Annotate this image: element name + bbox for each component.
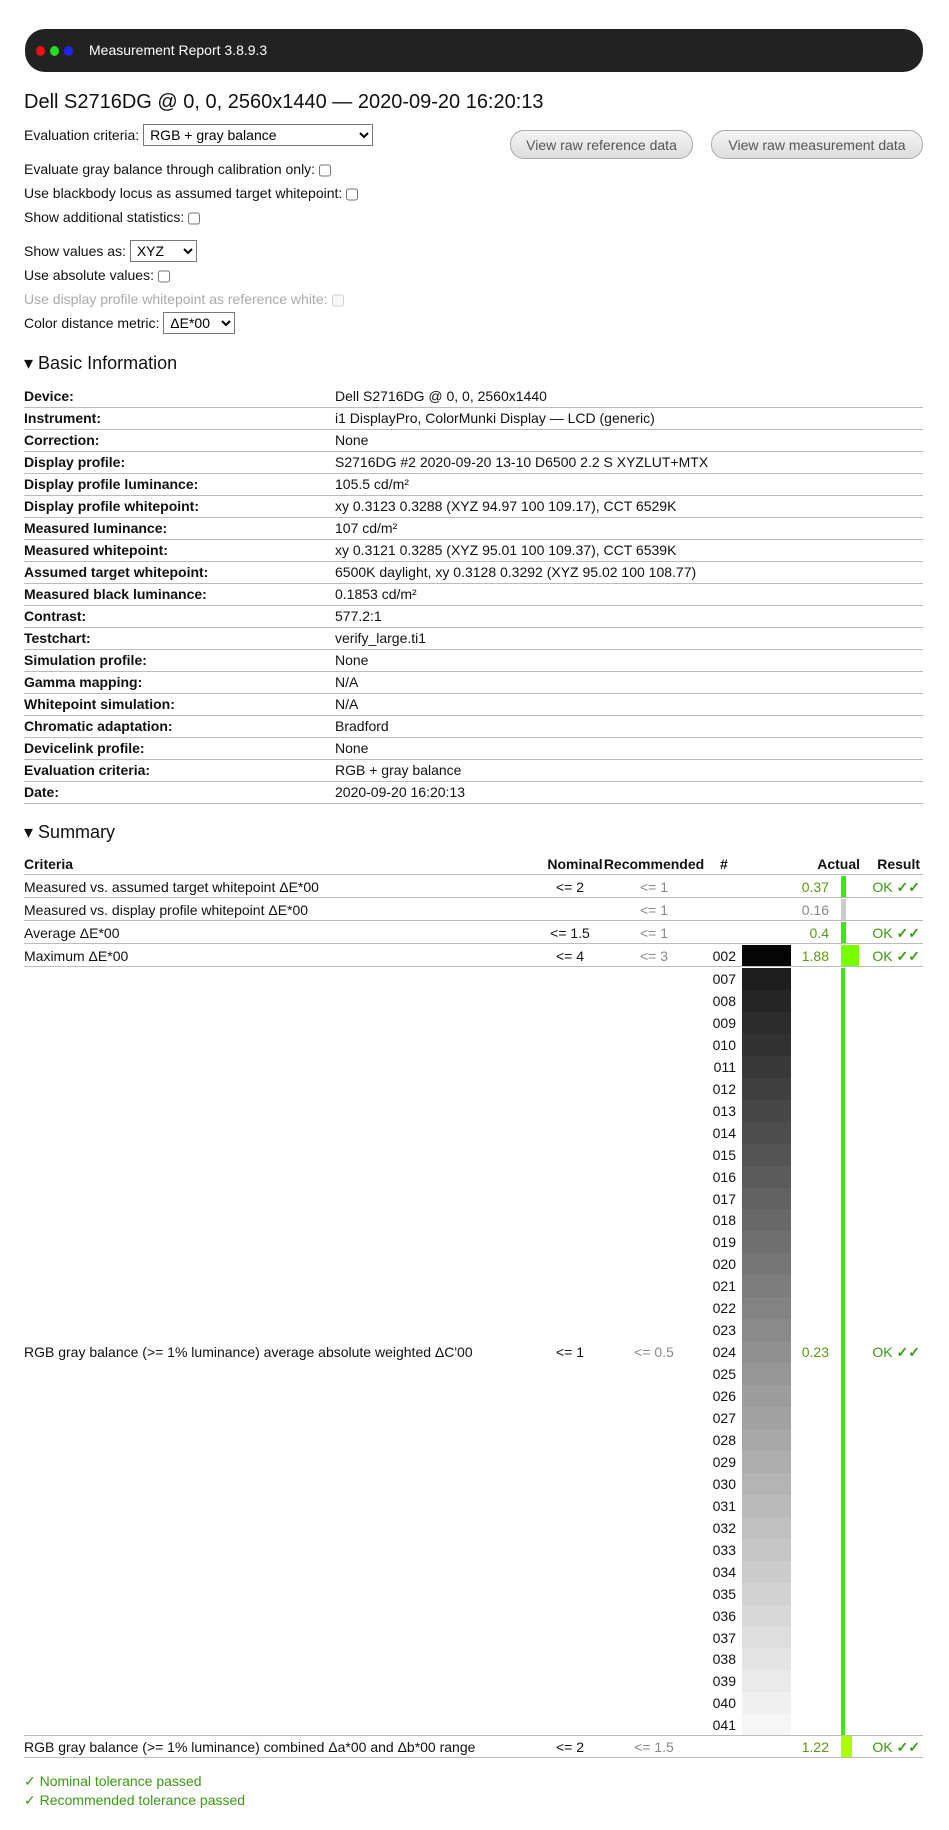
header-number: # xyxy=(720,856,728,872)
result xyxy=(844,876,920,898)
info-key: Whitepoint simulation: xyxy=(24,696,175,712)
check-icon: ✓✓ xyxy=(896,879,920,895)
recommended: <= 1 xyxy=(639,879,669,895)
patch-swatch xyxy=(742,1297,791,1319)
patch-number: 020 xyxy=(712,1256,736,1273)
patch-number: 040 xyxy=(712,1695,736,1712)
info-key: Chromatic adaptation: xyxy=(24,718,173,734)
patch-swatch xyxy=(742,1122,791,1144)
summary-header-row xyxy=(24,853,923,875)
absolute-row xyxy=(24,264,170,286)
patch-number: 028 xyxy=(712,1431,736,1448)
patch-swatch xyxy=(742,1363,791,1385)
patch-swatch xyxy=(742,1670,791,1692)
recommended: <= 1 xyxy=(639,925,669,941)
info-row xyxy=(24,672,923,694)
info-row xyxy=(24,760,923,782)
gray-patch-row xyxy=(24,1648,923,1670)
patch-number: 037 xyxy=(712,1629,736,1646)
collapse-triangle-icon: ▾ xyxy=(24,353,39,373)
patch-number: 036 xyxy=(712,1607,736,1624)
actual: 1.88 xyxy=(801,948,829,964)
profile-white-label: Use display profile whitepoint as reference white: xyxy=(24,291,328,307)
blackbody-label: Use blackbody locus as assumed target whitepoint: xyxy=(24,185,343,201)
criteria: Measured vs. display profile whitepoint ΔE*00 xyxy=(24,902,309,918)
patch-swatch xyxy=(742,1495,791,1517)
patch-swatch xyxy=(742,1429,791,1451)
info-row xyxy=(24,716,923,738)
gray-patch-row xyxy=(24,1253,923,1275)
stats-label: Show additional statistics: xyxy=(24,209,185,225)
info-key: Gamma mapping: xyxy=(24,674,143,690)
profile-white-checkbox xyxy=(332,294,344,307)
recommended: <= 0.5 xyxy=(634,1344,674,1361)
recommended: <= 3 xyxy=(639,948,669,964)
patch-swatch xyxy=(742,968,791,990)
gray-patch-row xyxy=(24,1561,923,1583)
gray-patch-row xyxy=(24,1034,923,1056)
patch-swatch xyxy=(742,1517,791,1539)
result-text: OK xyxy=(872,1344,893,1361)
patch-swatch xyxy=(742,1692,791,1714)
app-title: Measurement Report 3.8.9.3 xyxy=(89,42,268,58)
patch-swatch xyxy=(742,1648,791,1670)
evaluation-criteria-select[interactable] xyxy=(143,124,373,146)
result-bar xyxy=(841,899,846,920)
info-row xyxy=(24,650,923,672)
patch-number: 011 xyxy=(713,1058,736,1075)
gray-patch-row xyxy=(24,1605,923,1627)
check-icon: ✓✓ xyxy=(896,925,920,941)
patch-swatch xyxy=(742,1605,791,1627)
blackbody-checkbox[interactable] xyxy=(346,188,358,201)
patch-number: 038 xyxy=(712,1651,736,1668)
patch-swatch xyxy=(742,1714,791,1736)
gray-patch-row xyxy=(24,1144,923,1166)
info-key: Display profile luminance: xyxy=(24,476,199,492)
page-title: Dell S2716DG @ 0, 0, 2560x1440 — 2020-09-20 16:20:13 xyxy=(24,91,544,113)
summary-heading[interactable] xyxy=(24,822,115,843)
check-icon: ✓✓ xyxy=(896,948,920,964)
absolute-checkbox[interactable] xyxy=(158,270,170,283)
gray-cal-label: Evaluate gray balance through calibration only: xyxy=(24,161,316,177)
check-icon: ✓✓ xyxy=(896,1344,920,1361)
header-result: Result xyxy=(877,856,920,872)
summary-heading-text: Summary xyxy=(38,822,116,842)
info-value: 2020-09-20 16:20:13 xyxy=(335,784,465,800)
info-value: Bradford xyxy=(335,718,389,734)
patch-number: 027 xyxy=(712,1410,736,1426)
info-key: Date: xyxy=(24,784,60,800)
gray-patch-row xyxy=(24,1451,923,1473)
info-value: None xyxy=(335,652,369,668)
nominal: <= 1 xyxy=(555,1344,585,1361)
patch-swatch xyxy=(742,1056,791,1078)
nominal: <= 1.5 xyxy=(550,925,590,941)
patch-number: 029 xyxy=(712,1453,736,1470)
gray-patch-row xyxy=(24,1385,923,1407)
gray-patch-row xyxy=(24,1670,923,1692)
patch-swatch xyxy=(742,1034,791,1056)
info-value: S2716DG #2 2020-09-20 13-10 D6500 2.2 S XYZLUT+MTX xyxy=(335,454,709,470)
patch-swatch xyxy=(742,1078,791,1100)
patch-number: 033 xyxy=(712,1541,736,1558)
patch-swatch xyxy=(742,1407,791,1429)
patch-number: 026 xyxy=(712,1388,736,1405)
gray-patch-row xyxy=(24,968,923,990)
nominal: <= 2 xyxy=(555,879,585,895)
gray-patch-row xyxy=(24,1363,923,1385)
patch-swatch xyxy=(742,1209,791,1231)
gray-patch-row xyxy=(24,1714,923,1736)
info-key: Simulation profile: xyxy=(24,652,147,668)
info-row xyxy=(24,782,923,804)
info-value: Dell S2716DG @ 0, 0, 2560x1440 xyxy=(335,388,547,404)
gray-patch-row xyxy=(24,1692,923,1714)
info-row xyxy=(24,738,923,760)
patch-swatch xyxy=(742,1012,791,1034)
collapse-triangle-icon: ▾ xyxy=(24,822,39,842)
gray-patch-row xyxy=(24,1539,923,1561)
gray-patch-row xyxy=(24,1517,923,1539)
patch-swatch xyxy=(742,1319,791,1341)
info-row xyxy=(24,562,923,584)
patch-number: 022 xyxy=(712,1300,736,1317)
patch-number: 039 xyxy=(712,1673,736,1690)
info-key: Testchart: xyxy=(24,630,91,646)
info-row xyxy=(24,518,923,540)
patch-number: 014 xyxy=(712,1124,736,1141)
info-key: Measured whitepoint: xyxy=(24,542,168,558)
criteria: RGB gray balance (>= 1% luminance) combined Δa*00 and Δb*00 range xyxy=(24,1739,476,1755)
summary-row xyxy=(24,922,923,944)
info-key: Measured luminance: xyxy=(24,520,168,536)
header-recommended: Recommended xyxy=(603,856,705,872)
gray-patch-row xyxy=(24,1012,923,1034)
metric-select[interactable] xyxy=(163,312,235,334)
patch-number: 013 xyxy=(712,1102,736,1119)
evaluation-criteria-label: Evaluation criteria: xyxy=(24,127,140,143)
nominal-passed: ✓ Nominal tolerance passed xyxy=(24,1773,202,1789)
gray-patch-row xyxy=(24,1188,923,1210)
gray-patch-row xyxy=(24,1319,923,1341)
gray-cal-row xyxy=(24,158,331,180)
summary-row xyxy=(24,876,923,898)
patch-swatch xyxy=(742,1231,791,1253)
info-key: Display profile whitepoint: xyxy=(24,498,200,514)
criteria: RGB gray balance (>= 1% luminance) average absolute weighted ΔC'00 xyxy=(24,1344,473,1361)
patch-number: 021 xyxy=(712,1278,736,1295)
patch-number: 008 xyxy=(712,992,736,1009)
info-row xyxy=(24,474,923,496)
gray-patch-row xyxy=(24,1583,923,1605)
actual: 0.4 xyxy=(809,925,829,941)
info-key: Measured black luminance: xyxy=(24,586,207,602)
patch-swatch xyxy=(742,1561,791,1583)
patch-swatch xyxy=(742,990,791,1012)
values-row xyxy=(24,240,197,262)
profile-white-row xyxy=(24,288,344,310)
patch-swatch xyxy=(742,1166,791,1188)
patch-number: 016 xyxy=(712,1168,736,1185)
patch-swatch xyxy=(742,1144,791,1166)
result-text: OK xyxy=(872,1739,893,1755)
info-value: xy 0.3121 0.3285 (XYZ 95.01 100 109.37), CCT 6539K xyxy=(335,542,677,558)
patch-number: 009 xyxy=(712,1014,736,1031)
patch-swatch xyxy=(742,1583,791,1605)
gray-patch-row xyxy=(24,1429,923,1451)
result xyxy=(844,945,920,967)
info-value: xy 0.3123 0.3288 (XYZ 94.97 100 109.17), CCT 6529K xyxy=(335,498,677,514)
info-value: 577.2:1 xyxy=(335,608,382,624)
patch-swatch xyxy=(742,1100,791,1122)
result-text: OK xyxy=(872,879,893,895)
patch-swatch xyxy=(742,1275,791,1297)
info-row xyxy=(24,584,923,606)
info-row xyxy=(24,628,923,650)
patch-swatch xyxy=(742,1473,791,1495)
info-row xyxy=(24,540,923,562)
criteria: Average ΔE*00 xyxy=(24,925,120,941)
metric-row xyxy=(24,312,235,334)
gray-patch-row xyxy=(24,1473,923,1495)
patch-number: 017 xyxy=(712,1190,736,1207)
info-row xyxy=(24,694,923,716)
info-key: Devicelink profile: xyxy=(24,740,145,756)
gray-patch-row xyxy=(24,1407,923,1429)
info-key: Instrument: xyxy=(24,410,101,426)
info-value: 105.5 cd/m² xyxy=(335,476,409,492)
patch-number: 018 xyxy=(712,1212,736,1229)
patch-number: 035 xyxy=(712,1585,736,1602)
result-text: OK xyxy=(872,925,893,941)
patch-number: 007 xyxy=(712,971,736,987)
actual: 1.22 xyxy=(801,1739,829,1755)
gray-patch-row xyxy=(24,1297,923,1319)
patch-number: 034 xyxy=(712,1563,736,1580)
actual: 0.23 xyxy=(801,1344,829,1361)
result-text: OK xyxy=(872,948,893,964)
patch-number: 032 xyxy=(712,1519,736,1536)
recommended: <= 1.5 xyxy=(634,1739,674,1755)
result xyxy=(844,1341,920,1363)
gray-patch-row xyxy=(24,1166,923,1188)
info-value: 0.1853 cd/m² xyxy=(335,586,417,602)
summary-row-gray-balance xyxy=(24,1341,923,1363)
info-row xyxy=(24,408,923,430)
patch-number: 023 xyxy=(712,1322,736,1339)
patch-swatch xyxy=(742,1627,791,1649)
gray-patch-row xyxy=(24,1275,923,1297)
values-label: Show values as: xyxy=(24,243,126,259)
info-row xyxy=(24,452,923,474)
info-value: None xyxy=(335,432,369,448)
nominal: <= 4 xyxy=(555,948,585,964)
patch-number: 030 xyxy=(712,1475,736,1492)
basic-info-heading[interactable] xyxy=(24,353,177,374)
view-raw-reference-button[interactable]: View raw reference data xyxy=(510,130,693,159)
title-bar xyxy=(25,29,923,72)
header-nominal: Nominal xyxy=(547,856,603,872)
check-icon: ✓✓ xyxy=(896,1739,920,1755)
info-key: Contrast: xyxy=(24,608,87,624)
summary-row xyxy=(24,899,923,921)
stats-checkbox[interactable] xyxy=(188,212,200,225)
info-key: Assumed target whitepoint: xyxy=(24,564,209,580)
result xyxy=(844,922,920,944)
info-value: None xyxy=(335,740,369,756)
gray-patch-row xyxy=(24,1122,923,1144)
patch-number: 010 xyxy=(712,1036,736,1053)
patch-number: 012 xyxy=(712,1080,736,1097)
nominal: <= 2 xyxy=(555,1739,585,1755)
gray-patch-row xyxy=(24,1100,923,1122)
patch-swatch xyxy=(742,1451,791,1473)
patch-swatch xyxy=(742,1253,791,1275)
info-row xyxy=(24,606,923,628)
recommended-passed: ✓ Recommended tolerance passed xyxy=(24,1792,246,1808)
view-raw-measurement-button[interactable]: View raw measurement data xyxy=(711,130,923,159)
green-dot-icon xyxy=(50,46,59,56)
gray-patch-row xyxy=(24,1627,923,1649)
actual: 0.37 xyxy=(801,879,829,895)
patch-number: 002 xyxy=(712,948,736,964)
gray-patch-row xyxy=(24,1078,923,1100)
red-dot-icon xyxy=(36,46,45,56)
patch-swatch xyxy=(742,1188,791,1210)
info-row xyxy=(24,496,923,518)
evaluation-criteria-row xyxy=(24,124,373,146)
summary-row xyxy=(24,1736,923,1758)
patch-number: 024 xyxy=(712,1344,736,1361)
patch-number: 019 xyxy=(712,1234,736,1251)
info-key: Evaluation criteria: xyxy=(24,762,151,778)
blackbody-row xyxy=(24,182,358,204)
absolute-label: Use absolute values: xyxy=(24,267,154,283)
result xyxy=(844,1736,920,1758)
patch-number: 025 xyxy=(712,1366,736,1383)
info-key: Correction: xyxy=(24,432,100,448)
patch-swatch xyxy=(742,1539,791,1561)
blue-dot-icon xyxy=(64,46,73,56)
info-value: N/A xyxy=(335,674,359,690)
patch-number: 031 xyxy=(712,1497,736,1514)
recommended: <= 1 xyxy=(639,902,669,918)
values-select[interactable] xyxy=(130,240,197,262)
gray-cal-checkbox[interactable] xyxy=(319,164,331,177)
info-value: 107 cd/m² xyxy=(335,520,398,536)
patch-swatch xyxy=(742,1385,791,1407)
gray-patch-row xyxy=(24,990,923,1012)
gray-patch-row xyxy=(24,1231,923,1253)
info-value: verify_large.ti1 xyxy=(335,630,427,646)
gray-patch-row xyxy=(24,1495,923,1517)
info-value: RGB + gray balance xyxy=(335,762,462,778)
info-key: Display profile: xyxy=(24,454,126,470)
patch-number: 015 xyxy=(712,1146,736,1163)
patch-number: 041 xyxy=(712,1717,736,1734)
basic-info-heading-text: Basic Information xyxy=(38,353,178,373)
gray-patch-row xyxy=(24,1056,923,1078)
info-value: 6500K daylight, xy 0.3128 0.3292 (XYZ 95.02 100 108.77) xyxy=(335,564,697,580)
stats-row xyxy=(24,206,200,228)
header-actual: Actual xyxy=(817,856,860,872)
criteria: Maximum ΔE*00 xyxy=(24,948,129,964)
actual: 0.16 xyxy=(801,902,829,918)
metric-label: Color distance metric: xyxy=(24,315,160,331)
criteria: Measured vs. assumed target whitepoint ΔE*00 xyxy=(24,879,319,895)
info-row xyxy=(24,430,923,452)
header-criteria: Criteria xyxy=(24,856,74,872)
summary-row xyxy=(24,945,923,967)
info-key: Device: xyxy=(24,388,74,404)
info-row xyxy=(24,386,923,408)
info-value: N/A xyxy=(335,696,359,712)
info-value: i1 DisplayPro, ColorMunki Display — LCD (generic) xyxy=(335,410,655,426)
gray-patch-row xyxy=(24,1209,923,1231)
